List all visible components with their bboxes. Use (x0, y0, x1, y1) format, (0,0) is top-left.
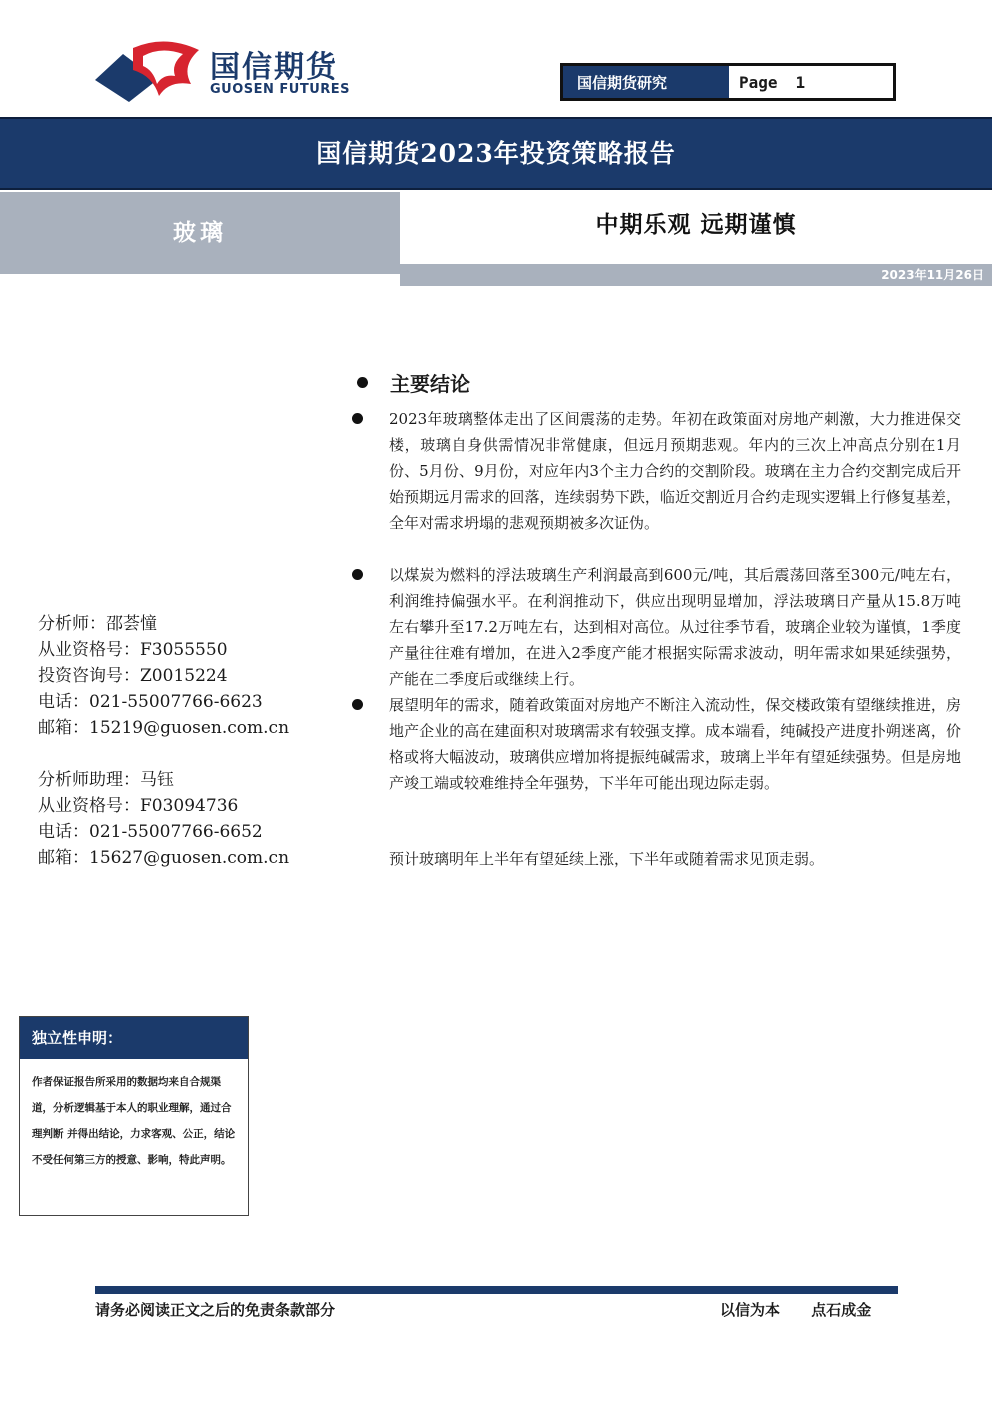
bullet-icon (352, 413, 363, 424)
bullet-icon (352, 699, 363, 710)
independence-heading: 独立性申明： (20, 1017, 248, 1059)
category-label: 玻璃 (173, 219, 227, 246)
bullet-icon (352, 569, 363, 580)
assistant-email: 邮箱：15627@guosen.com.cn (38, 848, 290, 868)
independence-statement-box (19, 1016, 249, 1216)
page-number: 1 (795, 72, 806, 92)
analyst-cert: 从业资格号：F3055550 (38, 640, 228, 660)
assistant-cert: 从业资格号：F03094736 (38, 796, 239, 816)
conclusion-heading-text: 主要结论 (390, 372, 470, 396)
research-label: 国信期货研究 (563, 66, 729, 98)
page-label: Page (739, 72, 778, 92)
page-number-area (729, 66, 893, 98)
analyst-invest-id: 投资咨询号：Z0015224 (38, 666, 228, 686)
category-panel (0, 192, 400, 274)
assistant-name: 分析师助理：马钰 (38, 770, 174, 790)
conclusion-paragraph-3: 展望明年的需求，随着政策面对房地产不断注入流动性，保交楼政策有望继续推进，房地产企业的高在建面积对玻璃需求有较强支撑。成本端看，纯碱投产进度扑朔迷离，价格或将大幅波动，玻璃供应增加将提振纯碱需求，玻璃上半年有望延续强势。但是房地产竣工端或较难维持全年强势，下半年可能出现边际走弱。 (389, 696, 961, 792)
report-title: 国信期货2023年投资策略报告 (316, 139, 676, 168)
bullet-icon (357, 377, 368, 388)
conclusion-paragraph-2: 以煤炭为燃料的浮法玻璃生产利润最高到600元/吨，其后震荡回落至300元/吨左右，利润维持偏强水平。在利润推动下，供应出现明显增加，浮法玻璃日产量从15.8万吨左右攀升至17.2万吨左右，达到相对高位。从过往季节看，玻璃企业较为谨慎，1季度产量往往难有增加，在进入2季度产能才根据实际需求波动，明年需求如果延续强势，产能在二季度后或继续上行。 (389, 566, 961, 688)
footer-disclaimer: 请务必阅读正文之后的免责条款部分 (95, 1301, 336, 1319)
analyst-name: 分析师：邵荟憧 (38, 614, 157, 634)
independence-body: 作者保证报告所采用的数据均来自合规渠道，分析逻辑基于本人的职业理解，通过合理判断 并得出结论，力求客观、公正，结论不受任何第三方的授意、影响，特此声明。 (32, 1076, 236, 1166)
guosen-logo-icon (95, 40, 205, 102)
logo-english-name: GUOSEN FUTURES (210, 82, 351, 97)
footer-rule (95, 1286, 898, 1294)
analyst-phone: 电话：021-55007766-6623 (38, 692, 263, 712)
category-panel-tail (0, 264, 400, 274)
report-subtitle: 中期乐观 远期谨慎 (595, 211, 797, 238)
logo-chinese-name: 国信期货 (210, 50, 338, 85)
conclusion-paragraph-1: 2023年玻璃整体走出了区间震荡的走势。年初在政策面对房地产刺激，大力推进保交楼，玻璃自身供需情况非常健康，但远月预期悲观。年内的三次上冲高点分别在1月份、5月份、9月份，对应年内3个主力合约的交割阶段。玻璃在主力合约交割完成后开始预期远月需求的回落，连续弱势下跌，临近交割近月合约走现实逻辑上行修复基差，全年对需求坍塌的悲观预期被多次证伪。 (389, 410, 961, 532)
page-indicator (560, 63, 896, 101)
footer-slogan: 以信为本 点石成金 (720, 1301, 872, 1319)
assistant-phone: 电话：021-55007766-6652 (38, 822, 263, 842)
report-date: 2023年11月26日 (881, 268, 984, 282)
report-title-banner (0, 117, 992, 190)
conclusion-heading (357, 368, 470, 397)
conclusion-closing: 预计玻璃明年上半年有望延续上涨，下半年或随着需求见顶走弱。 (389, 850, 825, 868)
analyst-email: 邮箱：15219@guosen.com.cn (38, 718, 290, 738)
